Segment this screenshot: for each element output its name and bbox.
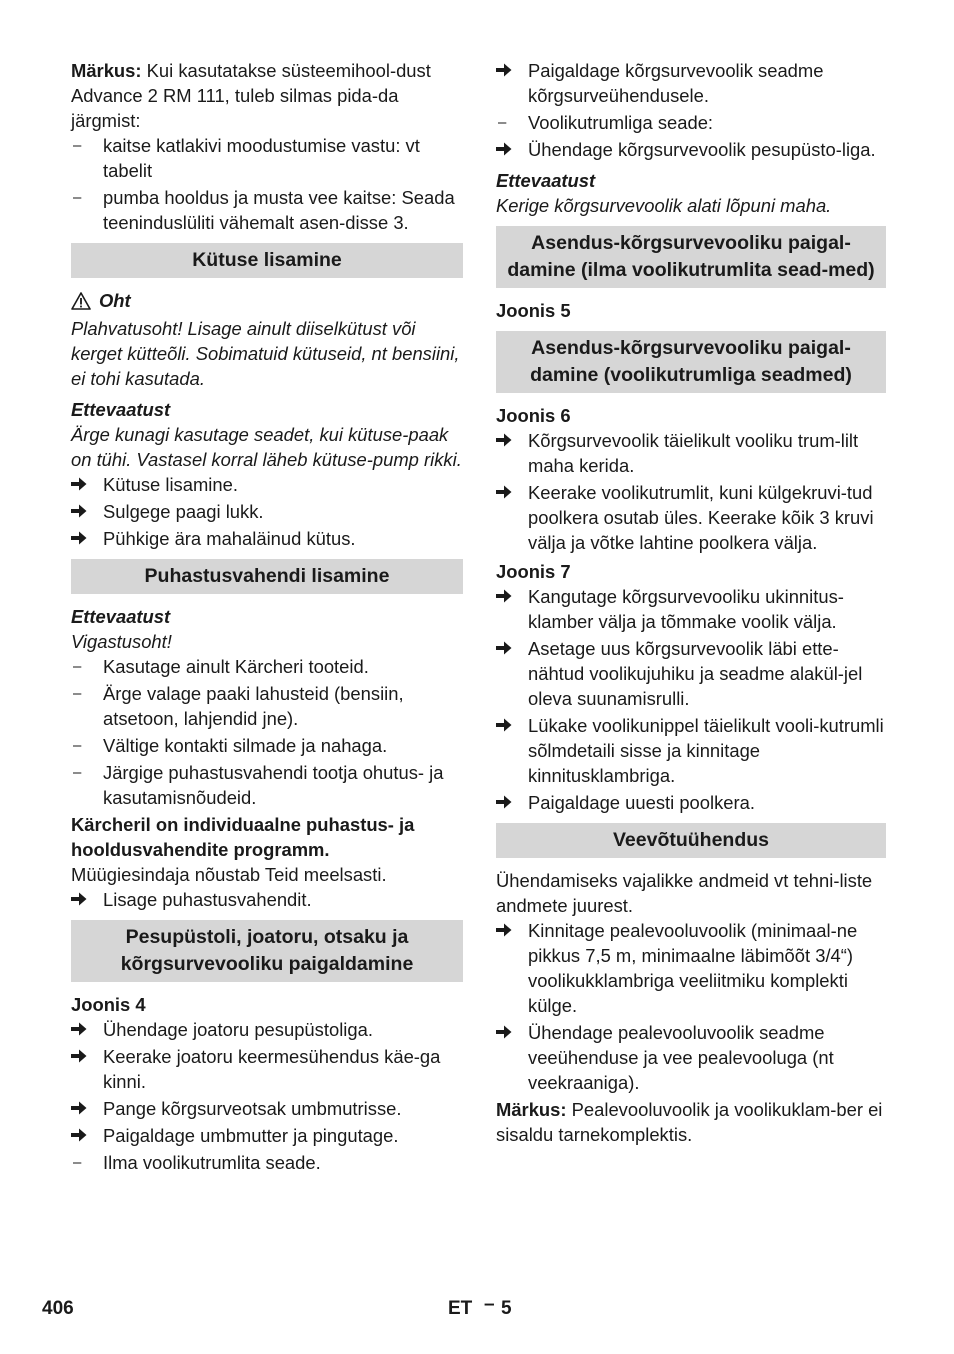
danger-text: Plahvatusoht! Lisage ainult diiselkütust või kerget kütteõli. Sobimatuid kütuseid, nt bensiini, ei tohi kasutada. bbox=[71, 318, 460, 389]
note-label: Märkus: bbox=[71, 60, 142, 81]
list-item-text: Kangutage kõrgsurvevooliku ukinnitus-klamber välja ja tõmmake voolik välja. bbox=[528, 586, 844, 632]
arrow-right-icon bbox=[71, 1044, 93, 1063]
list-item bbox=[496, 480, 886, 555]
list-item-text: Ärge valage paaki lahusteid (bensiin, atsetoon, lahjendid jne). bbox=[103, 683, 404, 729]
figure-label: Joonis 5 bbox=[496, 300, 571, 321]
list-item bbox=[71, 1017, 463, 1042]
list-item bbox=[71, 681, 463, 731]
section-heading-water: Veevõtuühendus bbox=[496, 823, 886, 858]
list-item bbox=[496, 428, 886, 478]
list-item bbox=[496, 137, 886, 162]
section-heading-gun: Pesupüstoli, joatoru, otsaku ja kõrgsurvevooliku paigaldamine bbox=[71, 920, 463, 982]
list-item-text: Ühendage joatoru pesupüstoliga. bbox=[103, 1019, 373, 1040]
dash-mark: – bbox=[498, 114, 507, 131]
list-item-text: Paigaldage kõrgsurvevoolik seadme kõrgsurveühendusele. bbox=[528, 60, 824, 106]
list-item-text: kaitse katlakivi moodustumise vastu: vt tabelit bbox=[103, 135, 420, 181]
list-item-text: Kinnitage pealevooluvoolik (minimaal-ne pikkus 7,5 m, minimaalne läbimõõt 3/4“) voolikukklambriga veeliitmiku komplekti külge. bbox=[528, 920, 858, 1016]
list-item-text: Ilma voolikutrumlita seade. bbox=[103, 1152, 321, 1173]
figure-label: Joonis 7 bbox=[496, 561, 571, 582]
danger-heading bbox=[71, 288, 463, 316]
list-item-text: Keerake joatoru keermesühendus käe-ga kinni. bbox=[103, 1046, 441, 1092]
list-item bbox=[496, 110, 886, 135]
arrow-right-icon bbox=[496, 1020, 518, 1039]
arrow-right-icon bbox=[496, 584, 518, 603]
figure-label: Joonis 6 bbox=[496, 405, 571, 426]
list-item-text: Ühendage kõrgsurvevoolik pesupüsto-liga. bbox=[528, 139, 876, 160]
arrow-right-icon bbox=[496, 428, 518, 447]
warning-triangle-icon bbox=[71, 291, 91, 316]
arrow-right-icon bbox=[496, 480, 518, 499]
language-code: ET bbox=[448, 1298, 473, 1319]
caution-text: Kerige kõrgsurvevoolik alati lõpuni maha. bbox=[496, 195, 832, 216]
arrow-right-icon bbox=[71, 1123, 93, 1142]
dash-mark: – bbox=[73, 137, 82, 154]
list-item-text: Kütuse lisamine. bbox=[103, 474, 238, 495]
list-item bbox=[71, 185, 463, 235]
arrow-right-icon bbox=[496, 790, 518, 809]
list-item-text: Kasutage ainult Kärcheri tooteid. bbox=[103, 656, 369, 677]
arrow-right-icon bbox=[71, 526, 93, 545]
list-item-text: Lisage puhastusvahendit. bbox=[103, 889, 312, 910]
dash-mark: – bbox=[73, 658, 82, 675]
list-item bbox=[496, 1020, 886, 1095]
list-item-text: Keerake voolikutrumlit, kuni külgekruvi-tud poolkera osutab üles. Keerake kõik 3 kruvi välja ja võtke lahtine poolkera välja. bbox=[528, 482, 874, 553]
karcher-text: Müügiesindaja nõustab Teid meelsasti. bbox=[71, 864, 387, 885]
footer-dash: – bbox=[484, 1294, 495, 1315]
note-text: Kui kasutatakse süsteemihool-dust Advance 2 RM 111, tuleb silmas pida-da järgmist: bbox=[71, 60, 431, 131]
list-item bbox=[71, 499, 463, 524]
list-item-text: Järgige puhastusvahendi tootja ohutus- ja kasutamisnõudeid. bbox=[103, 762, 444, 808]
list-item-text: Ühendage pealevooluvoolik seadme veeühenduse ja vee pealevooluga (nt veekraaniga). bbox=[528, 1022, 834, 1093]
section-heading-fuel: Kütuse lisamine bbox=[71, 243, 463, 278]
list-item-text: Sulgege paagi lukk. bbox=[103, 501, 264, 522]
dash-mark: – bbox=[73, 737, 82, 754]
arrow-right-icon bbox=[71, 1096, 93, 1115]
list-item bbox=[496, 918, 886, 1018]
arrow-right-icon bbox=[496, 137, 518, 156]
list-item-text: Vältige kontakti silmade ja nahaga. bbox=[103, 735, 388, 756]
section-heading-replace-drum: Asendus-kõrgsurvevooliku paigal-damine (voolikutrumliga seadmed) bbox=[496, 331, 886, 393]
list-item-text: Paigaldage uuesti poolkera. bbox=[528, 792, 755, 813]
arrow-right-icon bbox=[71, 472, 93, 491]
list-item-text: pumba hooldus ja musta vee kaitse: Seada teeninduslüliti vähemalt asen-disse 3. bbox=[103, 187, 455, 233]
list-item bbox=[71, 760, 463, 810]
list-item-text: Asetage uus kõrgsurvevoolik läbi ette-nähtud voolikujuhiku ja seadme alakül-jel oleva suunamisrulli. bbox=[528, 638, 863, 709]
caution-label: Ettevaatust bbox=[496, 170, 596, 191]
list-item-text: Pühkige ära mahaläinud kütus. bbox=[103, 528, 356, 549]
list-item bbox=[71, 887, 463, 912]
list-item bbox=[496, 790, 886, 815]
list-item bbox=[496, 584, 886, 634]
list-item bbox=[496, 58, 886, 108]
arrow-right-icon bbox=[496, 58, 518, 77]
left-column bbox=[71, 58, 463, 1177]
list-item bbox=[71, 1123, 463, 1148]
list-item bbox=[71, 733, 463, 758]
list-item-text: Lükake voolikunippel täielikult vooli-kutrumli sõlmdetaili sisse ja kinnitage kinnitusklambriga. bbox=[528, 715, 884, 786]
note-text: Pealevooluvoolik ja voolikuklam-ber ei sisaldu tarnekomplektis. bbox=[496, 1099, 883, 1145]
list-item bbox=[71, 1044, 463, 1094]
dash-mark: – bbox=[73, 764, 82, 781]
figure-label: Joonis 4 bbox=[71, 994, 146, 1015]
caution-label: Ettevaatust bbox=[71, 606, 171, 627]
danger-label: Oht bbox=[99, 290, 131, 311]
arrow-right-icon bbox=[71, 499, 93, 518]
list-item-text: Kõrgsurvevoolik täielikult vooliku trum-lilt maha kerida. bbox=[528, 430, 859, 476]
dash-mark: – bbox=[73, 189, 82, 206]
dash-mark: – bbox=[73, 1154, 82, 1171]
list-item bbox=[71, 472, 463, 497]
arrow-right-icon bbox=[71, 1017, 93, 1036]
list-item bbox=[71, 654, 463, 679]
list-item bbox=[496, 636, 886, 711]
caution-text: Vigastusoht! bbox=[71, 631, 172, 652]
list-item bbox=[71, 526, 463, 551]
list-item-text: Pange kõrgsurveotsak umbmutrisse. bbox=[103, 1098, 402, 1119]
arrow-right-icon bbox=[71, 887, 93, 906]
list-item bbox=[71, 1150, 463, 1175]
note-paragraph bbox=[71, 58, 463, 133]
karcher-bold-text: Kärcheril on individuaalne puhastus- ja hooldusvahendite programm. bbox=[71, 814, 415, 860]
section-heading-detergent: Puhastusvahendi lisamine bbox=[71, 559, 463, 594]
list-item-text: Voolikutrumliga seade: bbox=[528, 112, 714, 133]
arrow-right-icon bbox=[496, 918, 518, 937]
water-intro: Ühendamiseks vajalikke andmeid vt tehni-liste andmete juurest. bbox=[496, 870, 873, 916]
caution-label: Ettevaatust bbox=[71, 399, 171, 420]
arrow-right-icon bbox=[496, 713, 518, 732]
arrow-right-icon bbox=[496, 636, 518, 655]
list-item bbox=[71, 133, 463, 183]
note-paragraph bbox=[496, 1097, 886, 1147]
list-item bbox=[71, 1096, 463, 1121]
section-heading-replace-no-drum: Asendus-kõrgsurvevooliku paigal-damine (ilma voolikutrumlita sead-med) bbox=[496, 226, 886, 288]
dash-mark: – bbox=[73, 685, 82, 702]
list-item bbox=[496, 713, 886, 788]
page-number: 406 bbox=[42, 1298, 74, 1319]
list-item-text: Paigaldage umbmutter ja pingutage. bbox=[103, 1125, 399, 1146]
caution-text: Ärge kunagi kasutage seadet, kui kütuse-paak on tühi. Vastasel korral läheb kütuse-pump rikki. bbox=[71, 424, 462, 470]
right-column bbox=[496, 58, 886, 1147]
section-page-number: 5 bbox=[501, 1298, 512, 1319]
note-label: Märkus: bbox=[496, 1099, 567, 1120]
